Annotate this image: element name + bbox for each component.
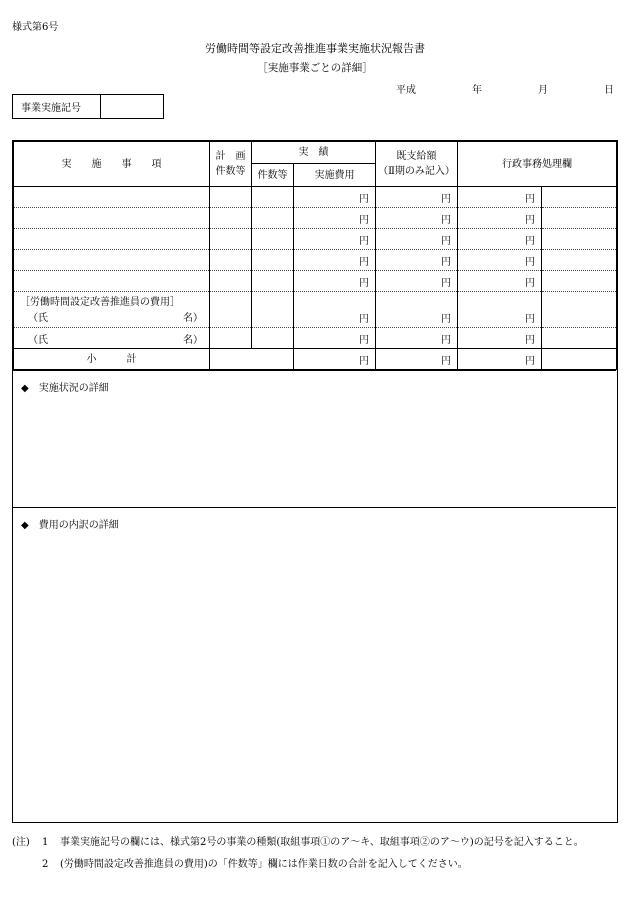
staff-name-row: （氏 名） 円 円 円	[14, 328, 617, 349]
subtotal-label: 小 計	[14, 349, 210, 370]
jisshi-kigo-box	[12, 94, 164, 119]
staff-cell[interactable]	[14, 292, 210, 328]
notes: (注) 1 事業実施記号の欄には、様式第2号の事業の種類(取組事項①のア～キ、取組事項②のア～ウ)の記号を記入すること。 2 (労働時間設定改善推進員の費用)の「件数等」欄には作業日数の合計を記入してください。	[12, 832, 584, 876]
notes-prefix: (注)	[12, 837, 30, 848]
header-jisseki-hiyo: 実施費用	[294, 164, 376, 187]
costs-section[interactable]	[13, 507, 616, 822]
details-heading: ◆ 実施状況の詳細	[21, 383, 109, 394]
document-title: 労働時間等設定改善推進事業実施状況報告書	[205, 42, 425, 55]
header-gyosei: 行政事務処理欄	[458, 142, 617, 187]
header-jisshi-jiko: 実 施 事 項	[14, 142, 210, 187]
header-jisseki-kensu: 件数等	[252, 164, 294, 187]
staff-label: ［労働時間設定改善推進員の費用］	[20, 297, 180, 308]
header-jisseki: 実 績	[252, 142, 376, 164]
note-2: (労働時間設定改善推進員の費用)の「件数等」欄には作業日数の合計を記入してください。	[60, 859, 468, 870]
note-1: 事業実施記号の欄には、様式第2号の事業の種類(取組事項①のア～キ、取組事項②のア～ウ)の記号を記入すること。	[60, 837, 584, 848]
table-row: 円 円 円	[14, 187, 617, 208]
table-row: 円 円 円	[14, 250, 617, 271]
cost-table	[13, 141, 617, 370]
date-day: 日	[604, 85, 614, 96]
date-era: 平成	[396, 85, 416, 96]
subtotal-row: 小 計 円 円 円	[14, 349, 617, 370]
jisshi-kigo-field[interactable]	[101, 95, 163, 118]
header-keikaku: 計 画 件数等	[210, 142, 252, 187]
costs-heading: ◆ 費用の内訳の詳細	[21, 520, 119, 531]
date-month: 月	[538, 85, 548, 96]
staff-name-cell[interactable]: （氏 名）	[14, 328, 210, 349]
report-sheet	[12, 140, 618, 823]
table-row: 円 円 円	[14, 229, 617, 250]
date-year: 年	[472, 85, 482, 96]
document-subtitle: ［実施事業ごとの詳細］	[257, 62, 373, 74]
name-close: 名）	[183, 313, 203, 324]
details-section[interactable]	[13, 370, 616, 507]
name-open: （氏	[28, 313, 48, 324]
date-line	[396, 81, 614, 96]
staff-row: ［労働時間設定改善推進員の費用］ （氏 名） 円 円 円	[14, 292, 617, 328]
jisshi-kigo-label: 事業実施記号	[13, 95, 101, 118]
table-row: 円 円 円	[14, 208, 617, 229]
header-kishikyu: 既支給額 （Ⅱ期のみ記入）	[376, 142, 458, 187]
table-row: 円 円 円	[14, 271, 617, 292]
form-number: 様式第6号	[12, 22, 59, 33]
